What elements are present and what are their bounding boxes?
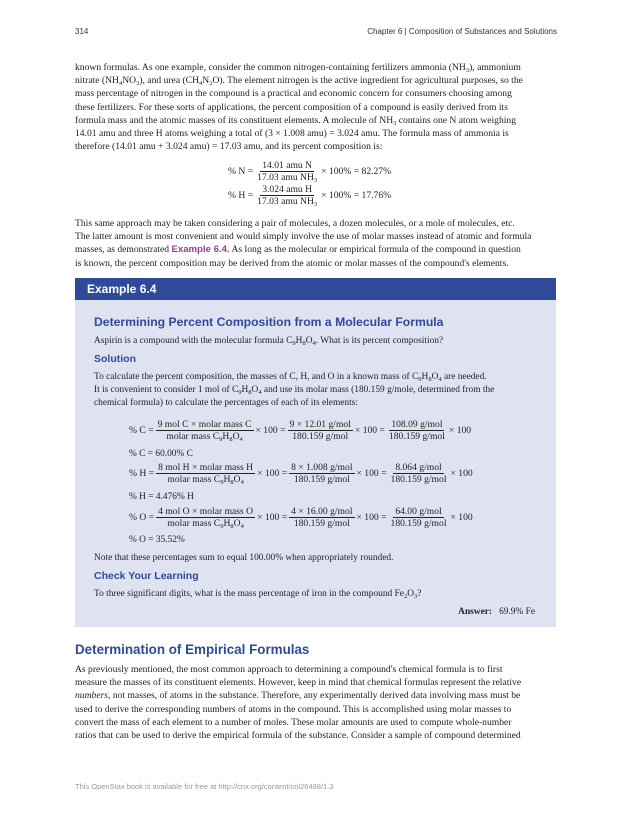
equation-hydrogen: % H = $\frac{\text{8 mol H × molar mass H}}{molar mass C_9H_8O_4}$ × 100 = $\frac{\text{8 × 1.008 g/mol}}{\text{180.159 g/mol}}$ × 100 = $\frac{\text{8.064 g/mol}}{\text{180.159 g/mol}}$ × 100 [129, 462, 473, 486]
footer-note: This OpenStax book is available for free at http://cnx.org/content/col26488/1.3 [75, 782, 334, 791]
check-question: To three significant digits, what is the mass percentage of iron in the compound $Fe_2O_3$? [94, 589, 422, 600]
example-box [75, 278, 556, 627]
intro-paragraph: known formulas. As one example, consider the common nitrogen-containing fertilizers ammonia $(NH_3)$, ammonium nitrate $(NH_4NO_3)$, and urea $(CH_4N_2O)$. The element nitrogen is the active ingredient for agricultural purposes, so the mass percentage of nitrogen in the compound is a practical and economic concern for consumers choosing among these fertilizers. For these sorts of applications, the percent composition of a compound is easily derived from its formula mass and the atomic masses of its constituent elements. A molecule of $NH_3$ contains one N atom weighing 14.01 amu and three H atoms weighing a total of (3 × 1.008 amu) = 3.024 amu. The formula mass of ammonia is therefore (14.01 amu + 3.024 amu) = 17.03 amu, and its percent composition is: [75, 62, 523, 153]
example-question: Aspirin is a compound with the molecular formula $C_9H_8O_4$. What is its percent composition? [94, 336, 444, 347]
answer-label: Answer: [458, 607, 493, 617]
section-heading: Determination of Empirical Formulas [75, 642, 310, 657]
solution-heading: Solution [94, 353, 136, 365]
check-heading: Check Your Learning [94, 570, 199, 582]
equation-oxygen: % O = $\frac{\text{4 mol O × molar mass O}}{molar mass C_9H_8O_4}$ × 100 = $\frac{\text{4 × 16.00 g/mol}}{\text{180.159 g/mol}}$ × 100 = $\frac{\text{64.00 g/mol}}{\text{180.159 g/mol}}$ × 100 [129, 506, 473, 530]
example-title: Determining Percent Composition from a Molecular Formula [94, 315, 444, 329]
answer [458, 606, 535, 619]
example-header-bar [75, 278, 556, 300]
result-hydrogen: % H = 4.476% H [129, 492, 194, 502]
equation-percent-h: % H = $\frac{\text{3.024 amu H}}{17.03 amu NH_3}$ × 100% = 17.76% [228, 184, 392, 208]
equation-carbon: % C = $\frac{\text{9 mol C × molar mass C}}{molar mass C_9H_8O_4}$ × 100 = $\frac{\text{9 × 12.01 g/mol}}{\text{180.159 g/mol}}$ × 100 = $\frac{\text{108.09 g/mol}}{\text{180.159 g/mol}}$ × 100 [129, 419, 472, 443]
example-label: Example 6.4 [87, 282, 157, 296]
result-carbon: % C = 60.00% C [129, 449, 193, 459]
answer-value: 69.9% Fe [499, 607, 535, 617]
section-paragraph: As previously mentioned, the most common approach to determining a compound's chemical formula is to first measure the masses of its constituent elements. However, keep in mind that chemical formulas represent the relative numbers, not masses, of atoms in the substance. Therefore, any experimentally derived data involving mass must be used to derive the corresponding numbers of atoms in the compound. This is accomplished using molar masses to convert the mass of each element to a number of moles. These molar amounts are used to compute whole-number ratios that can be used to derive the empirical formula of the substance. Consider a sample of compound determined [75, 664, 522, 742]
paragraph-molar-approach: This same approach may be taken considering a pair of molecules, a dozen molecules, or a mole of molecules, etc. The latter amount is most convenient and would simply involve the use of molar masses instead of atomic and formula masses, as demonstrated Example 6.4. As long as the molecular or empirical formula of the compound in question is known, the percent composition may be derived from the atomic or molar masses of the compound's elements. [75, 218, 532, 269]
chapter-header: Chapter 6 | Composition of Substances and Solutions [367, 27, 557, 36]
equation-percent-n: % N = $\frac{\text{14.01 amu N}}{17.03 amu NH_3}$ × 100% = 82.27% [228, 160, 392, 184]
note-text: Note that these percentages sum to equal 100.00% when appropriately rounded. [94, 553, 394, 563]
page-number: 314 [75, 27, 89, 36]
example-6-4-link[interactable]: Example 6.4. [171, 244, 230, 256]
solution-text: To calculate the percent composition, the masses of C, H, and O in a known mass of $C_9H_8O_4$ are needed. It is convenient to consider 1 mol of $C_9H_8O_4$ and use its molar mass (180.159 g/mole, determined from the chemical formula) to calculate the percentages of each of its elements: [94, 372, 495, 409]
result-oxygen: % O = 35.52% [129, 535, 185, 545]
